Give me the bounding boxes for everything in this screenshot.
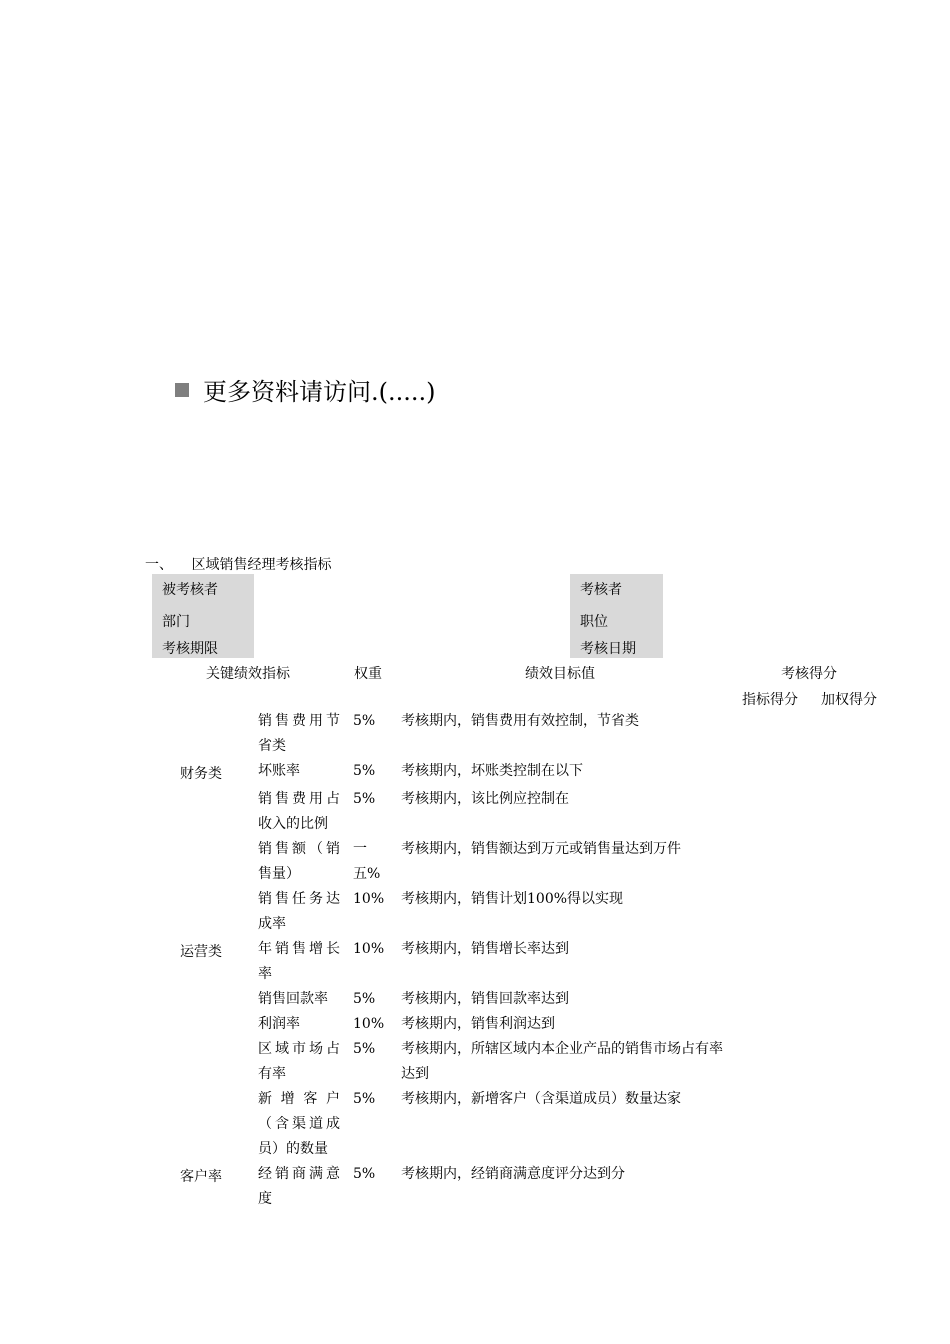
row-weight: 5% <box>353 791 376 807</box>
row-weight: 10% <box>353 891 385 907</box>
date-label: 考核日期 <box>580 641 636 657</box>
category-operations: 运营类 <box>180 944 222 960</box>
section-title: 区域销售经理考核指标 <box>191 557 332 573</box>
row-kpi: 新增客户（含渠道成员）的数量 <box>258 1091 340 1157</box>
row-kpi: 销售额（销售量） <box>258 841 340 882</box>
promo-line <box>175 372 436 407</box>
row-weight: 5% <box>353 713 376 729</box>
row-kpi: 年销售增长率 <box>258 941 340 982</box>
row-target: 考核期内，销售费用有效控制，节省类 <box>401 713 639 729</box>
header-weighted-score: 加权得分 <box>821 692 877 708</box>
position-label: 职位 <box>580 614 608 630</box>
row-weight: 10% <box>353 1016 385 1032</box>
row-target: 考核期内，坏账类控制在以下 <box>401 763 583 779</box>
header-target: 绩效目标值 <box>525 666 595 682</box>
row-weight: 5% <box>353 991 376 1007</box>
row-target: 考核期内，销售额达到万元或销售量达到万件 <box>401 841 681 857</box>
header-index-score: 指标得分 <box>742 692 798 708</box>
row-weight: 10% <box>353 941 385 957</box>
row-target: 考核期内，销售增长率达到 <box>401 941 569 957</box>
section-number: 一、 <box>145 557 173 573</box>
row-kpi: 销售费用占收入的比例 <box>258 791 340 832</box>
row-target: 考核期内，所辖区域内本企业产品的销售市场占有率达到 <box>401 1041 723 1082</box>
row-kpi: 利润率 <box>258 1016 300 1032</box>
row-kpi: 销售任务达成率 <box>258 891 340 932</box>
row-target: 考核期内，销售利润达到 <box>401 1016 555 1032</box>
department-label: 部门 <box>162 614 190 630</box>
category-customer: 客户率 <box>180 1169 222 1185</box>
row-weight: 5% <box>353 1091 376 1107</box>
row-target: 考核期内，销售计划100%得以实现 <box>401 891 624 907</box>
row-kpi: 坏账率 <box>258 763 300 779</box>
row-kpi: 销售回款率 <box>258 991 328 1007</box>
header-weight: 权重 <box>354 666 382 682</box>
row-weight: 一五% <box>353 841 381 882</box>
row-weight: 5% <box>353 1041 376 1057</box>
row-weight: 5% <box>353 763 376 779</box>
assessor-label: 考核者 <box>580 582 622 598</box>
category-finance: 财务类 <box>180 766 222 782</box>
header-kpi: 关键绩效指标 <box>206 666 290 682</box>
row-weight: 5% <box>353 1166 376 1182</box>
section-heading <box>145 554 331 574</box>
square-bullet-icon <box>175 383 189 397</box>
row-kpi: 区域市场占有率 <box>258 1041 340 1082</box>
row-kpi: 经销商满意度 <box>258 1166 340 1207</box>
promo-text: 更多资料请访问.(.....) <box>203 378 436 406</box>
assessee-label: 被考核者 <box>162 582 218 598</box>
row-kpi: 销售费用节省类 <box>258 713 340 754</box>
row-target: 考核期内，销售回款率达到 <box>401 991 569 1007</box>
header-score: 考核得分 <box>781 666 837 682</box>
period-label: 考核期限 <box>162 641 218 657</box>
row-target: 考核期内，该比例应控制在 <box>401 791 569 807</box>
row-target: 考核期内，经销商满意度评分达到分 <box>401 1166 625 1182</box>
row-target: 考核期内，新增客户（含渠道成员）数量达家 <box>401 1091 681 1107</box>
